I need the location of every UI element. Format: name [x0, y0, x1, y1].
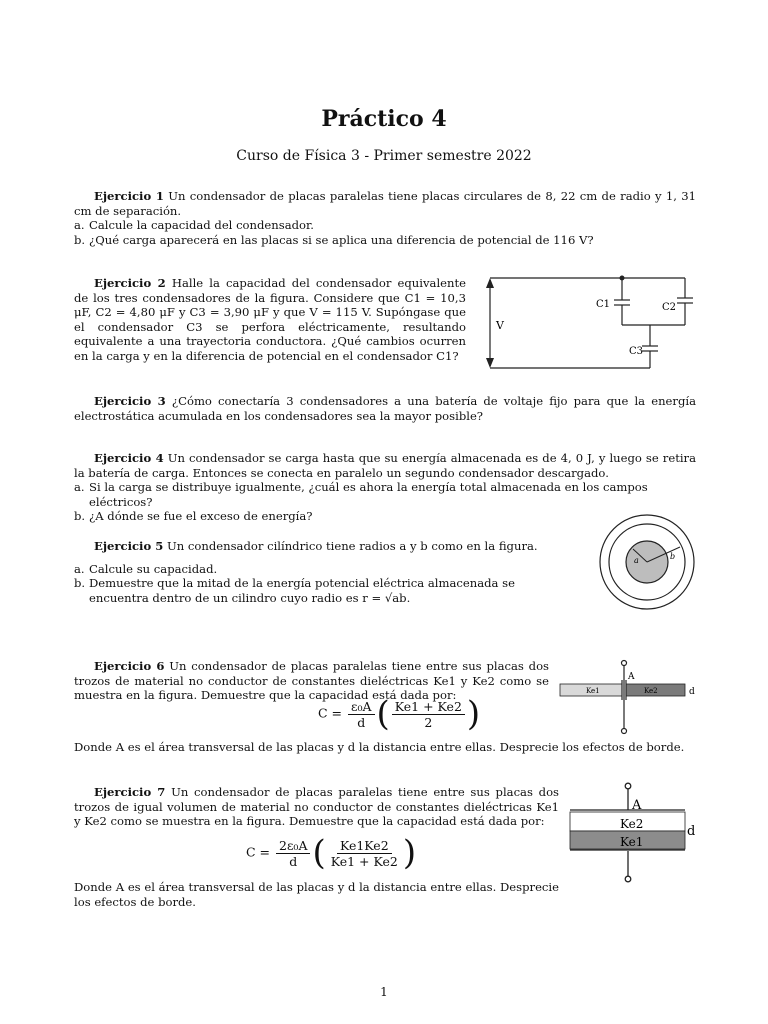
exercise-label: Ejercicio 2: [94, 276, 166, 290]
label-c3: C3: [629, 346, 644, 357]
exercise-text: Halle la capacidad del condensador equivalente de los tres condensadores de la figura. Considere que C1 = 10,3 μF, C2 = 4,80 μF y C3 = 3,90 μF y que V = 115 V. Supóngase que el condensador C3 se perfora eléctricamente, resultando equivalente a una trayectoria conductora. ¿Qué cambios ocurren en la carga y en la diferencia de potencial en el condensador C1?: [74, 276, 467, 363]
formula-inner-den: 2: [424, 714, 433, 730]
exercise-label: Ejercicio 1: [94, 189, 164, 203]
item-label: b.: [74, 576, 86, 591]
exercise-text: Un condensador se carga hasta que su energía almacenada es de 4, 0 J, y luego se retira la batería de carga. Entonces se conecta en paralelo un segundo condensador descargado.: [74, 451, 697, 480]
item-label: a.: [74, 561, 85, 576]
formula-fraction: [276, 838, 310, 869]
arrow-up-icon: [486, 278, 494, 288]
formula-lhs: C =: [318, 705, 343, 721]
circuit-figure: [480, 270, 696, 376]
page-number: 1: [380, 985, 388, 999]
exercise-6-footer: [74, 740, 696, 755]
cylinder-figure: [598, 513, 696, 611]
formula-den: d: [289, 853, 298, 869]
formula-inner-fraction: [328, 838, 401, 869]
formula-inner-fraction: [392, 699, 465, 730]
exercise-label: Ejercicio 3: [94, 394, 166, 408]
item-text: Calcule la capacidad del condensador.: [89, 218, 314, 233]
exercise-5: [74, 539, 564, 605]
label-c2: C2: [662, 302, 677, 313]
formula-num: 2ε₀A: [276, 838, 310, 854]
label-d: d: [687, 824, 696, 839]
item-text: ¿A dónde se fue el exceso de energía?: [89, 509, 313, 524]
item-label: a.: [74, 218, 85, 233]
arrow-down-icon: [486, 358, 494, 368]
page-subtitle: Curso de Física 3 - Primer semestre 2022: [236, 148, 532, 164]
formula-inner-num: Ke1 + Ke2: [392, 699, 465, 715]
formula-den: d: [357, 714, 366, 730]
exercise-3: [74, 394, 696, 423]
item-label: a.: [74, 480, 85, 495]
exercise-text: Donde A es el área transversal de las placas y d la distancia entre ellas. Desprecie los efectos de borde.: [74, 880, 559, 909]
terminal-top: [622, 661, 627, 666]
formula-lhs: C =: [246, 844, 271, 860]
label-A: A: [628, 672, 635, 682]
formula-num: ε₀A: [348, 699, 375, 715]
formula-inner-den: Ke1 + Ke2: [330, 853, 398, 869]
label-k1: Ke1: [586, 687, 600, 695]
exercise-text: Un condensador de placas paralelas tiene entre sus placas dos trozos de material no conductor de constantes dieléctricas Ke1 y Ke2 como se muestra en la figura. Demuestre que la capacidad está dada por:: [74, 659, 550, 703]
paren-close: ): [402, 833, 417, 873]
paren-close: ): [466, 694, 481, 734]
terminal-bottom: [622, 729, 627, 734]
exercise-text: Un condensador cilíndrico tiene radios a y b como en la figura.: [166, 539, 538, 553]
exercise-label: Ejercicio 4: [94, 451, 164, 465]
exercise-text: Un condensador de placas paralelas tiene placas circulares de 8, 22 cm de radio y 1, 31 cm de separación.: [74, 189, 697, 218]
label-a: a: [634, 556, 639, 565]
exercise-1: [74, 189, 696, 247]
exercise-label: Ejercicio 6: [94, 659, 165, 673]
item-text: Si la carga se distribuye igualmente, ¿cuál es ahora la energía total almacenada en los campos eléctricos?: [89, 480, 648, 509]
item-label: b.: [74, 232, 86, 247]
label-k1: Ke1: [620, 835, 644, 849]
item-text: Calcule su capacidad.: [89, 561, 218, 576]
exercise-text: Donde A es el área transversal de las placas y d la distancia entre ellas. Desprecie los efectos de borde.: [74, 740, 685, 754]
terminal-top: [625, 783, 631, 789]
junction-dot: [620, 276, 625, 281]
label-b: b: [670, 552, 676, 561]
item-text: ¿Qué carga aparecerá en las placas si se aplica una diferencia de potencial de 116 V?: [89, 232, 594, 247]
paren-open: (: [312, 833, 326, 873]
item-text: Demuestre que la mitad de la energía potencial eléctrica almacenada se encuentra dentro de un cilindro cuyo radio es r = √ab.: [89, 576, 515, 605]
formula-fraction: [348, 699, 375, 730]
label-v: V: [496, 319, 504, 332]
paren-open: (: [376, 694, 390, 734]
dielectric-figure-stacked: [566, 780, 696, 886]
formula-6: [318, 694, 481, 734]
label-k2: Ke2: [644, 687, 658, 695]
exercise-label: Ejercicio 7: [94, 785, 166, 799]
label-c1: C1: [596, 299, 611, 310]
label-d: d: [689, 687, 695, 697]
exercise-text: Un condensador de placas paralelas tiene entre sus placas dos trozos de igual volumen de material no conductor de constantes dieléctricas Ke1 y Ke2 como se muestra en la figura. Demuestre que la capacidad está dada por:: [74, 785, 560, 829]
exercise-label: Ejercicio 5: [94, 539, 164, 553]
exercise-7-footer: [74, 880, 559, 909]
page-title: Práctico 4: [321, 106, 447, 132]
terminal-bottom: [625, 876, 631, 882]
dielectric-figure-side: [556, 656, 696, 736]
exercise-7: [74, 785, 559, 829]
formula-7: [246, 833, 417, 873]
item-label: b.: [74, 509, 86, 524]
exercise-text: ¿Cómo conectaría 3 condensadores a una batería de voltaje fijo para que la energía electrostática acumulada en los condensadores sea la mayor posible?: [74, 394, 696, 423]
exercise-2: [74, 276, 466, 364]
formula-inner-num: Ke1Ke2: [337, 838, 392, 854]
label-A: A: [632, 798, 642, 813]
label-k2: Ke2: [620, 817, 644, 831]
